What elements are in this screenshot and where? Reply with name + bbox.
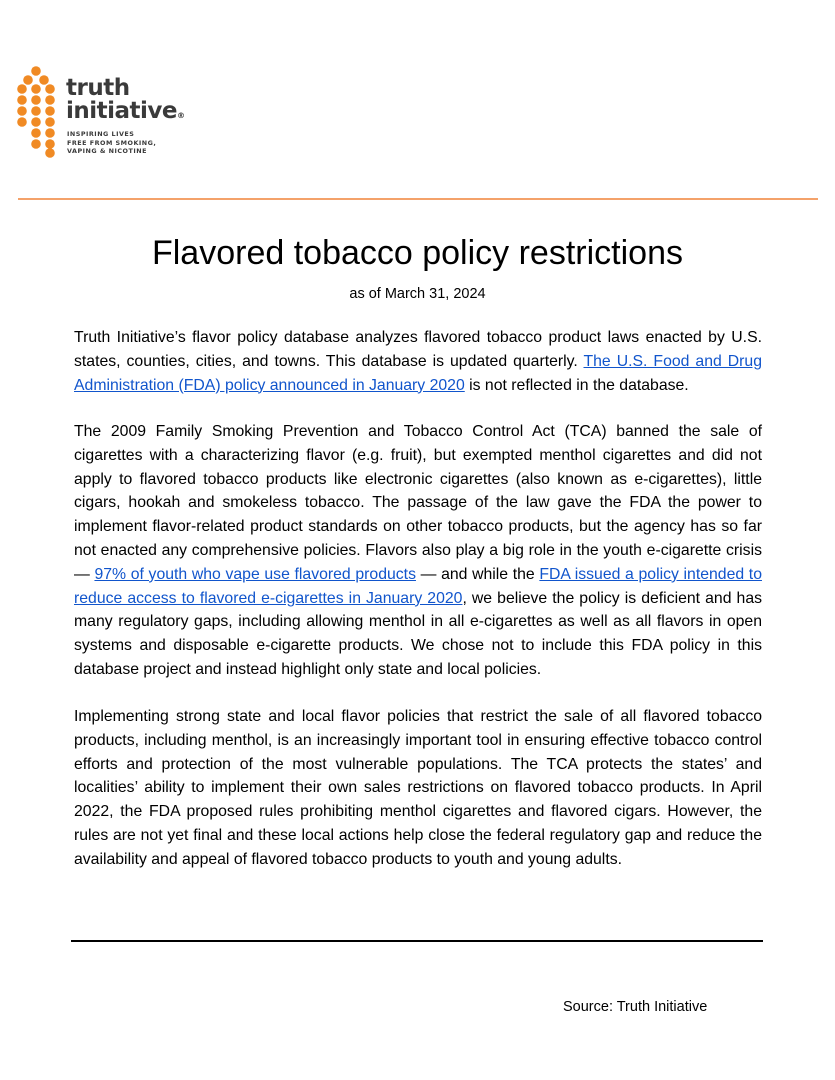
footer-divider bbox=[71, 940, 763, 942]
fda-ecigarette-policy-link[interactable]: FDA issued a policy intended to reduce access to flavored e-cigarettes in January 2020 bbox=[74, 565, 762, 607]
paragraph-text: Truth Initiative’s flavor policy database analyzes flavored tobacco product laws enacted by U.S. states, counties, cities, and towns. This database is updated quarterly. bbox=[74, 329, 762, 370]
page-title: Flavored tobacco policy restrictions bbox=[151, 234, 683, 272]
tca-paragraph bbox=[74, 420, 762, 682]
policy-importance-paragraph bbox=[74, 705, 762, 872]
logo-tagline-line: INSPIRING LIVES bbox=[67, 130, 135, 138]
header-divider bbox=[18, 198, 818, 200]
paragraph-text: The 2009 Family Smoking Prevention and Tobacco Control Act (TCA) banned the sale of cigarettes with a characterizing flavor (e.g. fruit), but exempted menthol cigarettes and did not apply to flavored tobacco products like electronic cigarettes (also known as e-cigarettes), little cigars, hookah and smokeless tobacco. The passage of the law gave the FDA the power to implement flavor-related product standards on other tobacco products, but the agency has so far not enacted any comprehensive policies. Flavors also play a big role in the youth e-cigarette crisis — bbox=[74, 423, 762, 583]
truth-initiative-logo bbox=[17, 66, 217, 162]
logo-tagline-line: FREE FROM SMOKING, bbox=[67, 138, 157, 147]
as-of-date: as of March 31, 2024 bbox=[349, 286, 486, 302]
logo-dots-icon bbox=[17, 66, 63, 158]
paragraph-text: Implementing strong state and local flavor policies that restrict the sale of all flavored tobacco products, including menthol, is an increasingly important tool in ensuring effective tobacco control efforts and protection of the most vulnerable populations. The TCA protects the states’ and localities’ ability to implement their own sales restrictions on flavored tobacco products. In April 2022, the FDA proposed rules prohibiting menthol cigarettes and flavored cigars. However, the rules are not yet final and these local actions help close the federal regulatory gap and reduce the availability and appeal of flavored tobacco products to youth and young adults. bbox=[74, 708, 762, 868]
logo-tagline bbox=[67, 130, 156, 156]
intro-paragraph bbox=[74, 326, 762, 397]
paragraph-text: — and while the bbox=[415, 565, 540, 583]
logo-wordmark-initiative: initiative® bbox=[66, 98, 186, 124]
logo-tagline-line: VAPING & NICOTINE bbox=[67, 147, 147, 156]
paragraph-text: is not reflected in the database. bbox=[464, 376, 689, 394]
logo-wordmark-truth: truth bbox=[66, 75, 130, 101]
youth-flavored-vape-link[interactable]: 97% of youth who vape use flavored products bbox=[94, 565, 416, 583]
paragraph-text: , we believe the policy is deficient and has many regulatory gaps, including allowing menthol in all e-cigarettes as well as all flavors in open systems and disposable e-cigarette products. We chose not to include this FDA policy in this database project and instead highlight only state and local policies. bbox=[74, 589, 763, 678]
source-credit: Source: Truth Initiative bbox=[563, 999, 708, 1015]
registered-mark: ® bbox=[177, 111, 186, 120]
fda-policy-link[interactable]: The U.S. Food and Drug Administration (FDA) policy announced in January 2020 bbox=[74, 352, 762, 394]
